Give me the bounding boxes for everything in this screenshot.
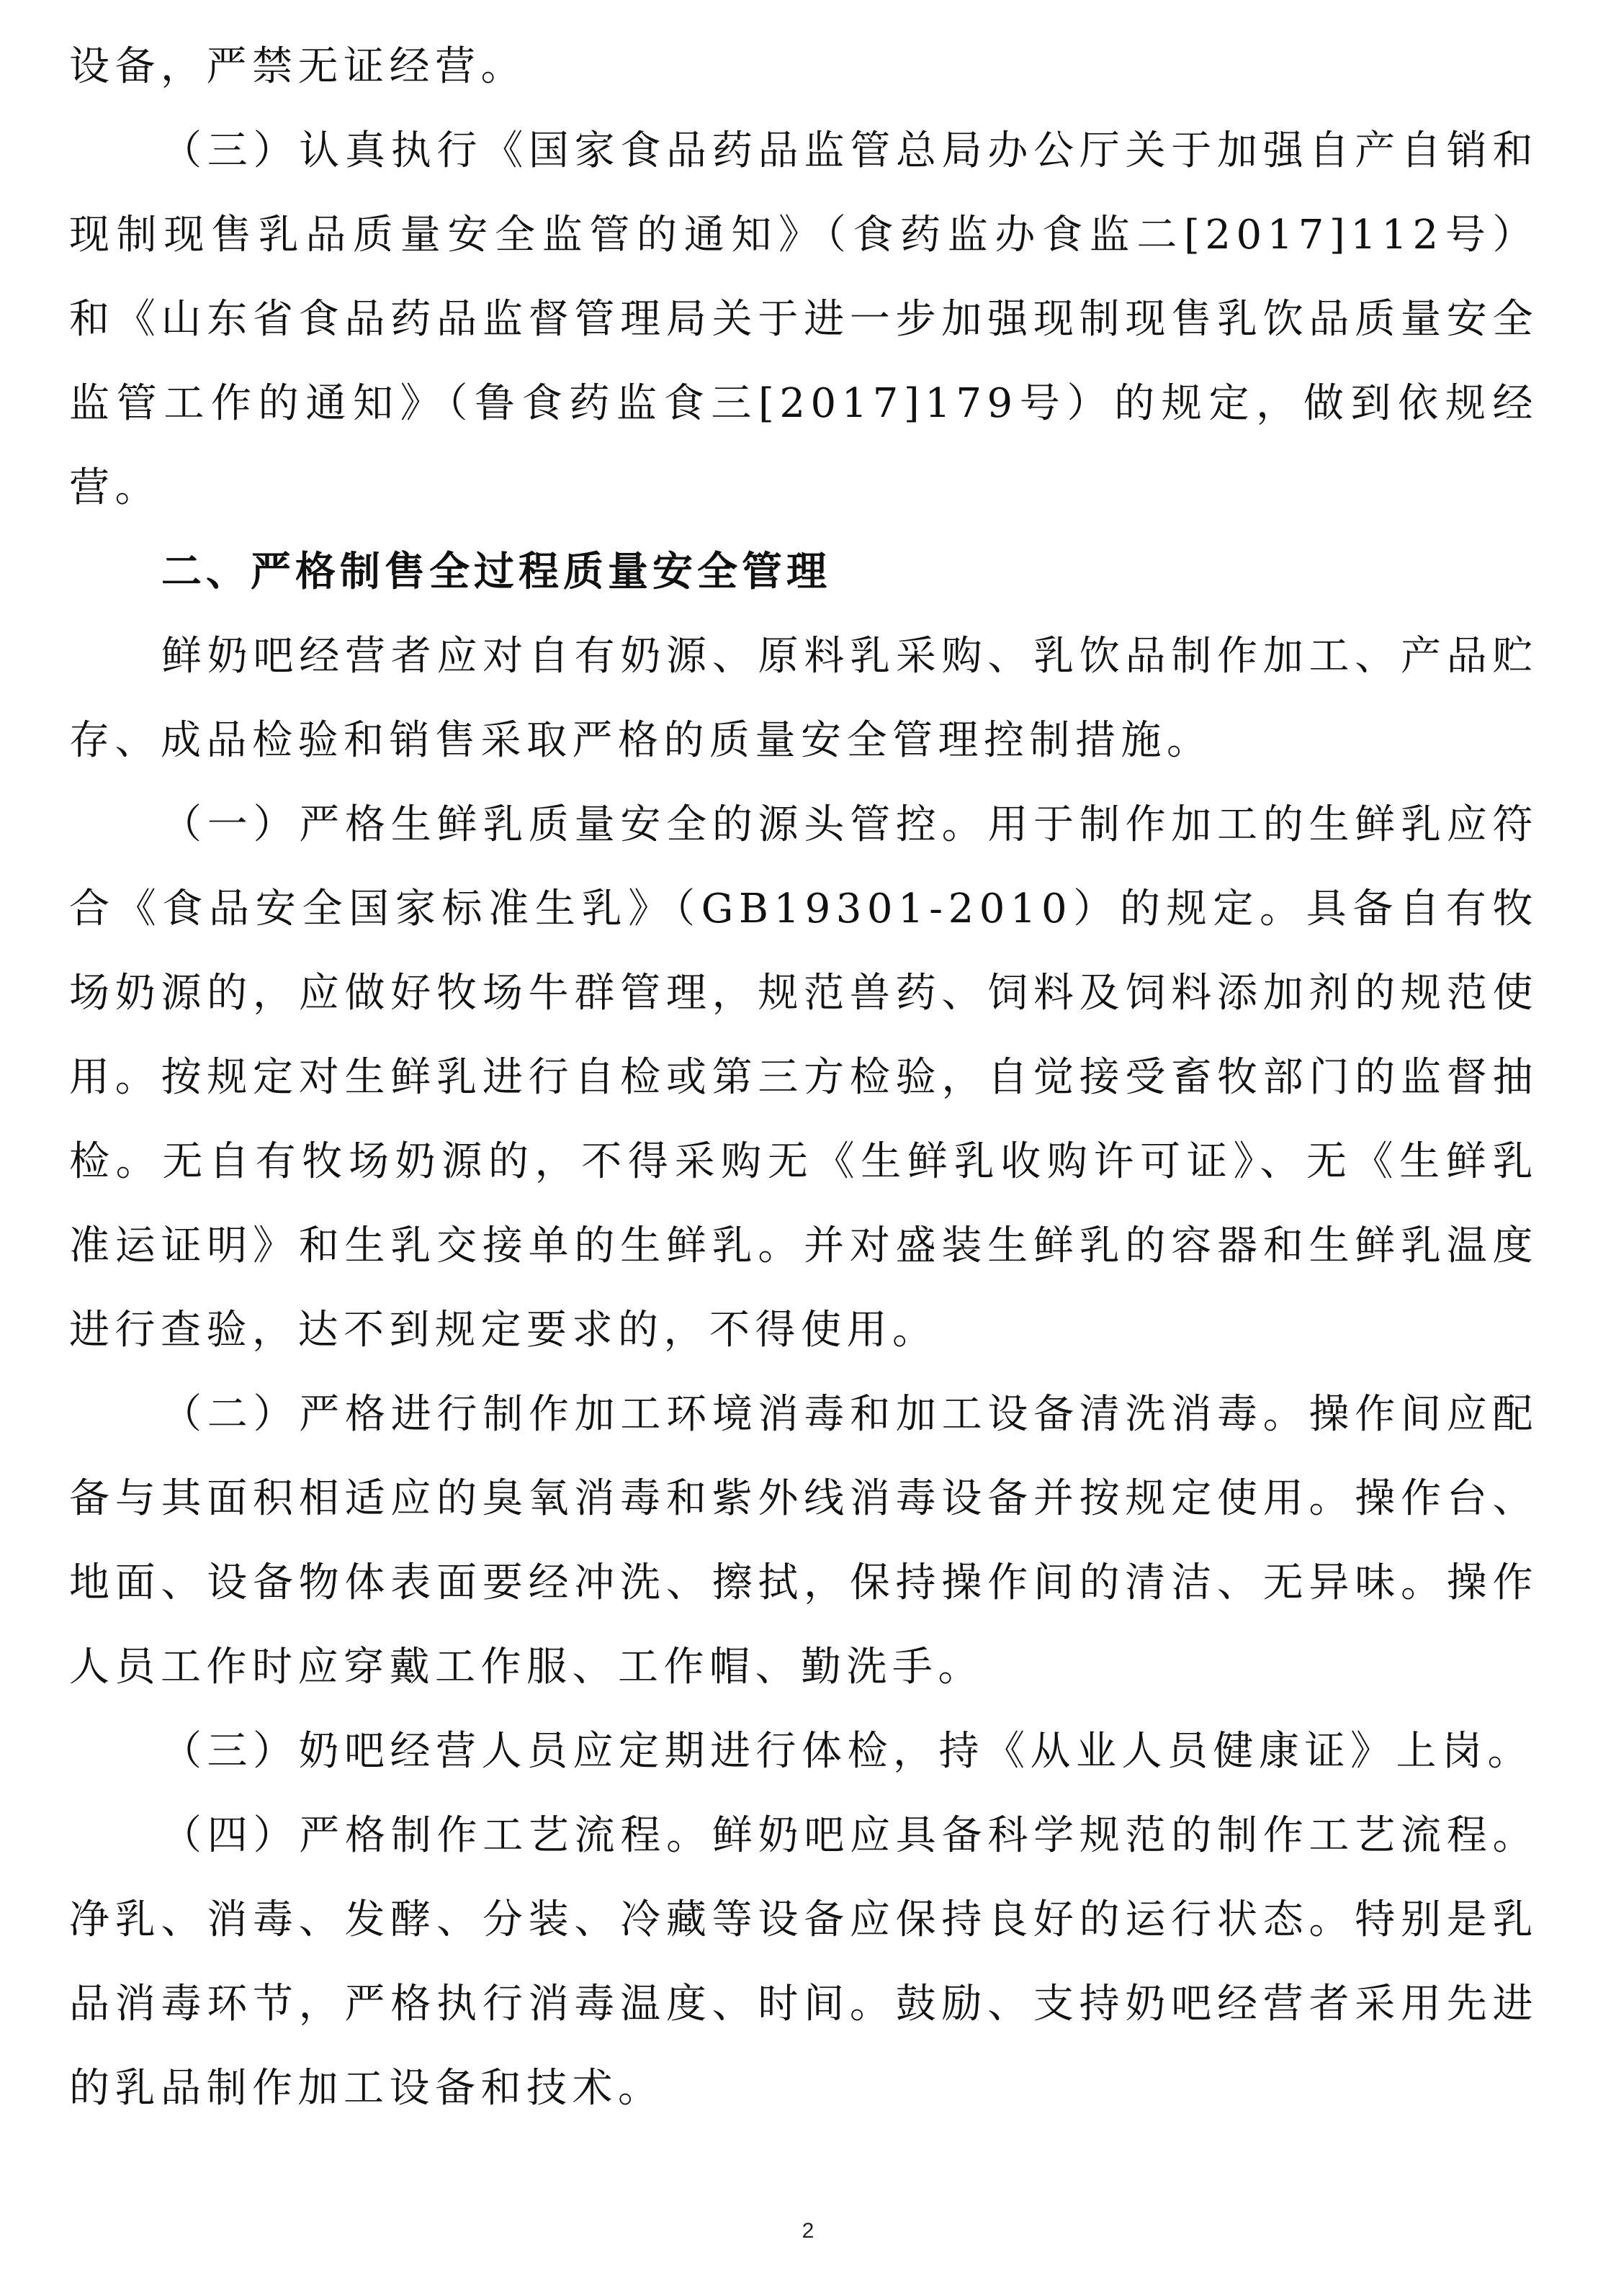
paragraph-item-3-regulations: （三）认真执行《国家食品药品监管总局办公厅关于加强自产自销和现制现售乳品质量安全监管的通知》（食药监办食监二[2017]112号）和《山东省食品药品监督管理局关于进一步加强现制现售乳饮品质量安全监管工作的通知》（鲁食药监食三[2017]179号）的规定，做到依规经营。 — [69, 127, 1538, 511]
section-heading: 二、严格制售全过程质量安全管理 — [161, 549, 831, 595]
paragraph-section-intro: 鲜奶吧经营者应对自有奶源、原料乳采购、乳饮品制作加工、产品贮存、成品检验和销售采取严格的质量安全管理控制措施。 — [69, 633, 1538, 764]
paragraph-item-1-raw-milk: （一）严格生鲜乳质量安全的源头管控。用于制作加工的生鲜乳应符合《食品安全国家标准生乳》（GB19301-2010）的规定。具备自有牧场奶源的，应做好牧场牛群管理，规范兽药、饲料及饲料添加剂的规范使用。按规定对生鲜乳进行自检或第三方检验，自觉接受畜牧部门的监督抽检。无自有牧场奶源的，不得采购无《生鲜乳收购许可证》、无《生鲜乳准运证明》和生乳交接单的生鲜乳。并对盛装生鲜乳的容器和生鲜乳温度进行查验，达不到规定要求的，不得使用。 — [69, 801, 1538, 1354]
page-number: 2 — [802, 2219, 814, 2243]
document-body — [69, 24, 1538, 2130]
paragraph-item-4-process: （四）严格制作工艺流程。鲜奶吧应具备科学规范的制作工艺流程。净乳、消毒、发酵、分装、冷藏等设备应保持良好的运行状态。特别是乳品消毒环节，严格执行消毒温度、时间。鼓励、支持奶吧经营者采用先进的乳品制作加工设备和技术。 — [69, 1812, 1538, 2112]
paragraph-item-3-health-check: （三）奶吧经营人员应定期进行体检，持《从业人员健康证》上岗。 — [161, 1728, 1533, 1775]
paragraph-item-2-disinfection: （二）严格进行制作加工环境消毒和加工设备清洗消毒。操作间应配备与其面积相适应的臭氧消毒和紫外线消毒设备并按规定使用。操作台、地面、设备物体表面要经冲洗、擦拭，保持操作间的清洁、无异味。操作人员工作时应穿戴工作服、工作帽、勤洗手。 — [69, 1391, 1538, 1691]
paragraph-continuation: 设备，严禁无证经营。 — [69, 43, 526, 90]
